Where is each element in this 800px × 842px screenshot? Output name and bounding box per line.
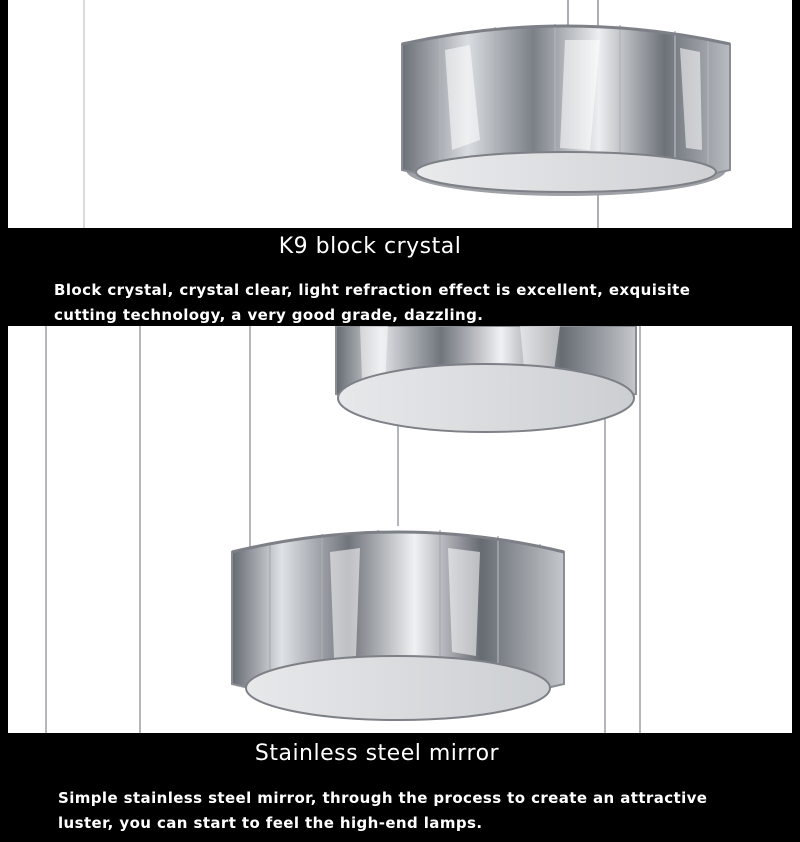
- section-heading: K9 block crystal: [278, 234, 462, 259]
- section-heading: Stainless steel mirror: [254, 741, 500, 766]
- section-band-steel: [0, 733, 800, 842]
- stacked-rings-photo: [0, 326, 800, 733]
- section-description: Block crystal, crystal clear, light refraction effect is excellent, exquisite cutting technology, a very good grade, dazzling.: [54, 281, 691, 324]
- crystal-ring-photo: [0, 0, 800, 228]
- section-band-crystal: [0, 228, 800, 326]
- stacked-rings-illustration: [0, 326, 800, 733]
- crystal-ring-illustration: [0, 0, 800, 228]
- section-description: Simple stainless steel mirror, through the process to create an attractive luster, you can start to feel the high-end lamps.: [58, 789, 708, 832]
